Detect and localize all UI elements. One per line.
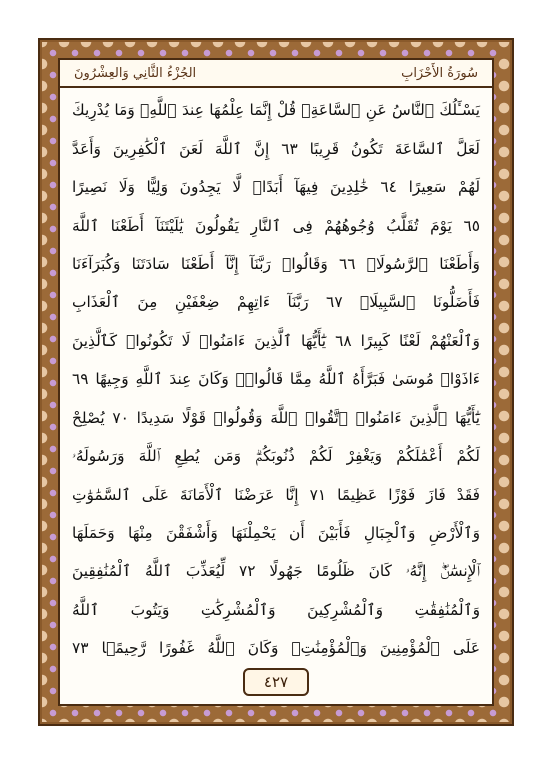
text-line: يَٰٓأَيُّهَا ٱلَّذِينَ ءَامَنُوا۟ ٱتَّقُوا۟ ٱللَّهَ وَقُولُوا۟ قَوْلًا سَدِيدًا ٧٠ يُصْلِحْ [72, 408, 480, 427]
text-line: وَٱلْعَنْهُمْ لَعْنًا كَبِيرًا ٦٨ يَٰٓأَيُّهَا ٱلَّذِينَ ءَامَنُوا۟ لَا تَكُونُوا۟ كَٱلَّذِينَ [72, 331, 480, 350]
text-line: وَأَطَعْنَا ٱلرَّسُولَا۠ ٦٦ وَقَالُوا۟ رَبَّنَآ إِنَّآ أَطَعْنَا سَادَتَنَا وَكُبَرَآءَنَا [72, 254, 480, 273]
text-line: وَٱلْمُنَٰفِقَٰتِ وَٱلْمُشْرِكِينَ وَٱلْمُشْرِكَٰتِ وَيَتُوبَ ٱللَّهُ [72, 600, 480, 619]
page-number: ٤٢٧ [243, 668, 309, 696]
text-line: فَأَضَلُّونَا ٱلسَّبِيلَا۠ ٦٧ رَبَّنَآ ءَاتِهِمْ ضِعْفَيْنِ مِنَ ٱلْعَذَابِ [72, 293, 481, 312]
text-line: ٦٥ يَوْمَ تُقَلَّبُ وُجُوهُهُمْ فِى ٱلنَّارِ يَقُولُونَ يَٰلَيْتَنَآ أَطَعْنَا ٱللَّهَ [72, 216, 480, 235]
page-header [60, 60, 492, 88]
text-line: لَهُمْ سَعِيرًا ٦٤ خَٰلِدِينَ فِيهَآ أَبَدًاۖ لَّا يَجِدُونَ وَلِيًّا وَلَا نَصِيرًا [72, 178, 481, 197]
page-frame [38, 38, 514, 726]
text-line: ٱلْإِنسَٰنُۖ إِنَّهُۥ كَانَ ظَلُومًا جَهُولًا ٧٢ لِّيُعَذِّبَ ٱللَّهُ ٱلْمُنَٰفِقِينَ [72, 562, 480, 581]
text-line: وَٱلْأَرْضِ وَٱلْجِبَالِ فَأَبَيْنَ أَن يَحْمِلْنَهَا وَأَشْفَقْنَ مِنْهَا وَحَمَلَهَا [72, 523, 480, 542]
page-content [58, 58, 494, 706]
text-line: لَكُمْ أَعْمَٰلَكُمْ وَيَغْفِرْ لَكُمْ ذُنُوبَكُمْۗ وَمَن يُطِعِ ٱللَّهَ وَرَسُولَهُۥ [72, 447, 480, 466]
text-line: ءَاذَوْا۟ مُوسَىٰ فَبَرَّأَهُ ٱللَّهُ مِمَّا قَالُوا۟ۚ وَكَانَ عِندَ ٱللَّهِ وَجِيهًا ٦٩ [72, 370, 480, 389]
text-line: لَعَلَّ ٱلسَّاعَةَ تَكُونُ قَرِيبًا ٦٣ إِنَّ ٱللَّهَ لَعَنَ ٱلْكَٰفِرِينَ وَأَعَدَّ [72, 139, 480, 158]
text-line: فَقَدْ فَازَ فَوْزًا عَظِيمًا ٧١ إِنَّا عَرَضْنَا ٱلْأَمَانَةَ عَلَى ٱلسَّمَٰوَٰتِ [72, 485, 480, 504]
quran-text [72, 96, 480, 664]
surah-name: سُورَةُ الأَحْزَابِ [401, 65, 478, 81]
text-line: يَسْـَٔلُكَ ٱلنَّاسُ عَنِ ٱلسَّاعَةِۖ قُلْ إِنَّمَا عِلْمُهَا عِندَ ٱللَّهِۚ وَمَا يُدْرِيكَ [72, 101, 480, 120]
juz-name: الجُزْءُ الثَّانِي وَالعِشْرُونَ [74, 65, 197, 81]
text-line: عَلَى ٱلْمُؤْمِنِينَ وَٱلْمُؤْمِنَٰتِۗ وَكَانَ ٱللَّهُ غَفُورًا رَّحِيمًۢا ٧٣ [72, 639, 480, 658]
